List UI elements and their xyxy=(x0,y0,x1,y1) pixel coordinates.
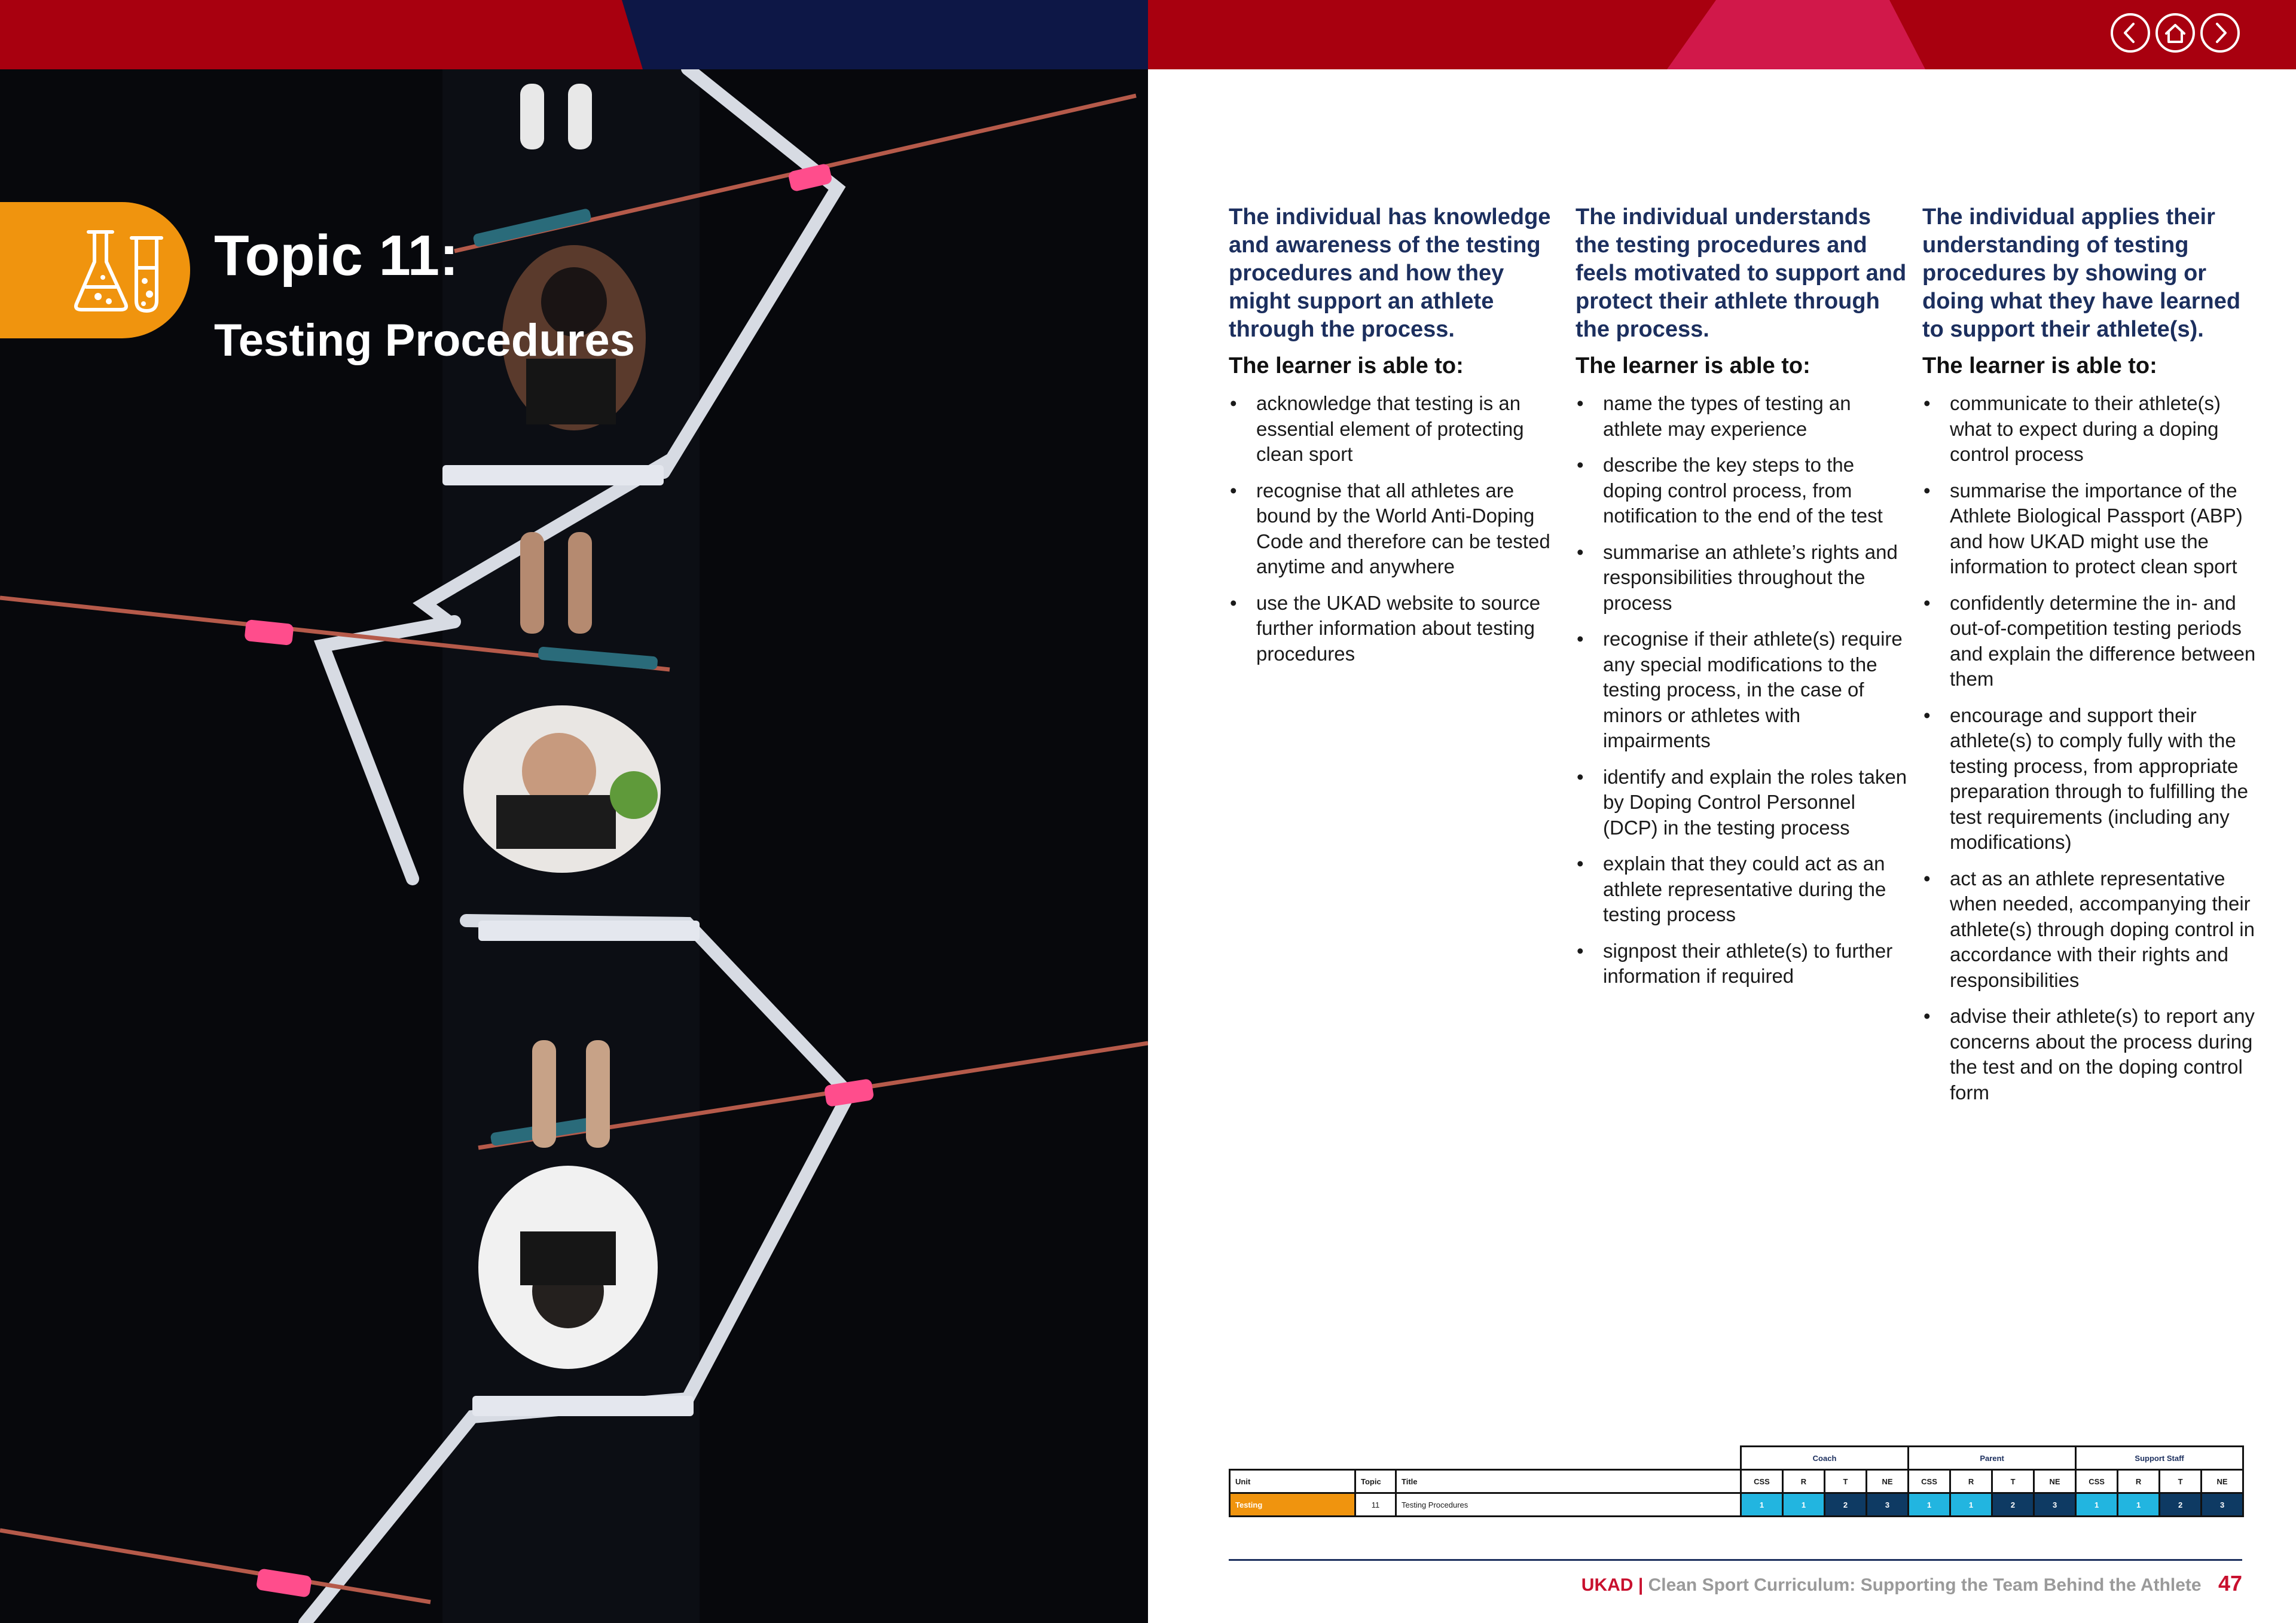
list-item: • summarise the importance of the Athlete Biological Passport (ABP) and how UKAD might use the information to protect clean sport xyxy=(1922,478,2257,580)
list-item: • identify and explain the roles taken by Doping Control Personnel (DCP) in the testing process xyxy=(1576,765,1910,841)
header-title: Title xyxy=(1396,1470,1741,1493)
header-r: R xyxy=(1783,1470,1825,1493)
topic-badge xyxy=(0,202,190,338)
table-blank-cell xyxy=(1230,1447,1355,1470)
table-header-row xyxy=(1230,1470,2243,1493)
list-item: • name the types of testing an athlete may experience xyxy=(1576,391,1910,442)
prev-page-button[interactable] xyxy=(2111,13,2150,53)
cell-level: 2 xyxy=(2160,1493,2202,1517)
cell-level: 2 xyxy=(1992,1493,2034,1517)
header-ne: NE xyxy=(2202,1470,2243,1493)
column-intro: The individual understands the testing procedures and feels motivated to support and protect their athlete through the process. xyxy=(1576,204,1907,342)
list-item: • use the UKAD website to source further information about testing procedures xyxy=(1229,591,1564,667)
header-css: CSS xyxy=(2076,1470,2118,1493)
home-button[interactable] xyxy=(2155,13,2195,53)
list-item: • summarise an athlete’s rights and responsibilities throughout the process xyxy=(1576,540,1910,616)
outcome-list xyxy=(1576,391,1910,989)
footer-separator: | xyxy=(1638,1575,1644,1595)
list-item: • communicate to their athlete(s) what to expect during a doping control process xyxy=(1922,391,2257,467)
group-header-parent: Parent xyxy=(1909,1447,2076,1470)
header-t: T xyxy=(1992,1470,2034,1493)
home-icon xyxy=(2158,16,2193,50)
column-application xyxy=(1922,203,2257,1116)
list-item: • encourage and support their athlete(s) to comply fully with the testing process, from appropriate preparation through to fulfilling the test requirements (including any modifications) xyxy=(1922,703,2257,855)
page-number: 47 xyxy=(2218,1571,2242,1596)
footer-rule xyxy=(1229,1559,2242,1561)
topic-subtitle: Testing Procedures xyxy=(214,315,635,366)
list-item: • signpost their athlete(s) to further information if required xyxy=(1576,939,1910,989)
cell-level: 1 xyxy=(1909,1493,1950,1517)
cell-level: 2 xyxy=(1825,1493,1867,1517)
column-intro: The individual has knowledge and awareness of the testing procedures and how they might support an athlete through the process. xyxy=(1229,204,1551,342)
table-row xyxy=(1230,1493,2243,1517)
cell-level: 3 xyxy=(1867,1493,1909,1517)
column-knowledge xyxy=(1229,203,1564,677)
page-footer xyxy=(1581,1571,2242,1596)
group-header-coach: Coach xyxy=(1741,1447,1909,1470)
header-r: R xyxy=(1950,1470,1992,1493)
cell-level: 1 xyxy=(1950,1493,1992,1517)
header-t: T xyxy=(1825,1470,1867,1493)
list-item: • act as an athlete representative when needed, accompanying their athlete(s) through doping control in accordance with their rights and responsibilities xyxy=(1922,866,2257,994)
column-lead: The learner is able to: xyxy=(1576,353,1810,378)
header-css: CSS xyxy=(1741,1470,1783,1493)
header-ne: NE xyxy=(2034,1470,2076,1493)
header-css: CSS xyxy=(1909,1470,1950,1493)
outcome-list xyxy=(1922,391,2257,1105)
group-header-support-staff: Support Staff xyxy=(2076,1447,2243,1470)
cell-level: 1 xyxy=(1741,1493,1783,1517)
list-item: • describe the key steps to the doping control process, from notification to the end of the test xyxy=(1576,453,1910,529)
footer-document-title: Clean Sport Curriculum: Supporting the Team Behind the Athlete xyxy=(1648,1575,2202,1595)
chevron-left-icon xyxy=(2113,16,2148,50)
cell-topic: 11 xyxy=(1355,1493,1396,1517)
chevron-right-icon xyxy=(2203,16,2237,50)
footer-brand: UKAD xyxy=(1581,1575,1634,1595)
cell-unit: Testing xyxy=(1230,1493,1355,1517)
list-item: • recognise if their athlete(s) require any special modifications to the testing process, in the case of minors or athletes with impairments xyxy=(1576,626,1910,754)
table-blank-cell xyxy=(1355,1447,1396,1470)
cell-level: 1 xyxy=(1783,1493,1825,1517)
header-unit: Unit xyxy=(1230,1470,1355,1493)
curriculum-mapping-table xyxy=(1229,1445,2244,1517)
header-t: T xyxy=(2160,1470,2202,1493)
lab-flask-icon xyxy=(65,220,184,322)
list-item: • explain that they could act as an athlete representative during the testing process xyxy=(1576,851,1910,928)
list-item: • acknowledge that testing is an essential element of protecting clean sport xyxy=(1229,391,1564,467)
column-understanding xyxy=(1576,203,1910,1000)
list-item: • advise their athlete(s) to report any concerns about the process during the test and on the doping control form xyxy=(1922,1004,2257,1105)
column-lead: The learner is able to: xyxy=(1229,353,1464,378)
outcome-list xyxy=(1229,391,1564,667)
cell-level: 1 xyxy=(2118,1493,2160,1517)
table-group-row xyxy=(1230,1447,2243,1470)
column-intro: The individual applies their understanding of testing procedures by showing or doing what they have learned to support their athlete(s). xyxy=(1922,204,2241,342)
next-page-button[interactable] xyxy=(2200,13,2240,53)
list-item: • confidently determine the in- and out-of-competition testing periods and explain the difference between them xyxy=(1922,591,2257,692)
column-lead: The learner is able to: xyxy=(1922,353,2157,378)
top-band-left xyxy=(0,0,1148,69)
table-blank-cell xyxy=(1396,1447,1741,1470)
header-topic: Topic xyxy=(1355,1470,1396,1493)
header-r: R xyxy=(2118,1470,2160,1493)
header-ne: NE xyxy=(1867,1470,1909,1493)
topic-heading: Topic 11: xyxy=(214,224,459,288)
cell-level: 1 xyxy=(2076,1493,2118,1517)
list-item: • recognise that all athletes are bound by the World Anti-Doping Code and therefore can be tested anytime and anywhere xyxy=(1229,478,1564,580)
cell-title: Testing Procedures xyxy=(1396,1493,1741,1517)
cell-level: 3 xyxy=(2202,1493,2243,1517)
cell-level: 3 xyxy=(2034,1493,2076,1517)
